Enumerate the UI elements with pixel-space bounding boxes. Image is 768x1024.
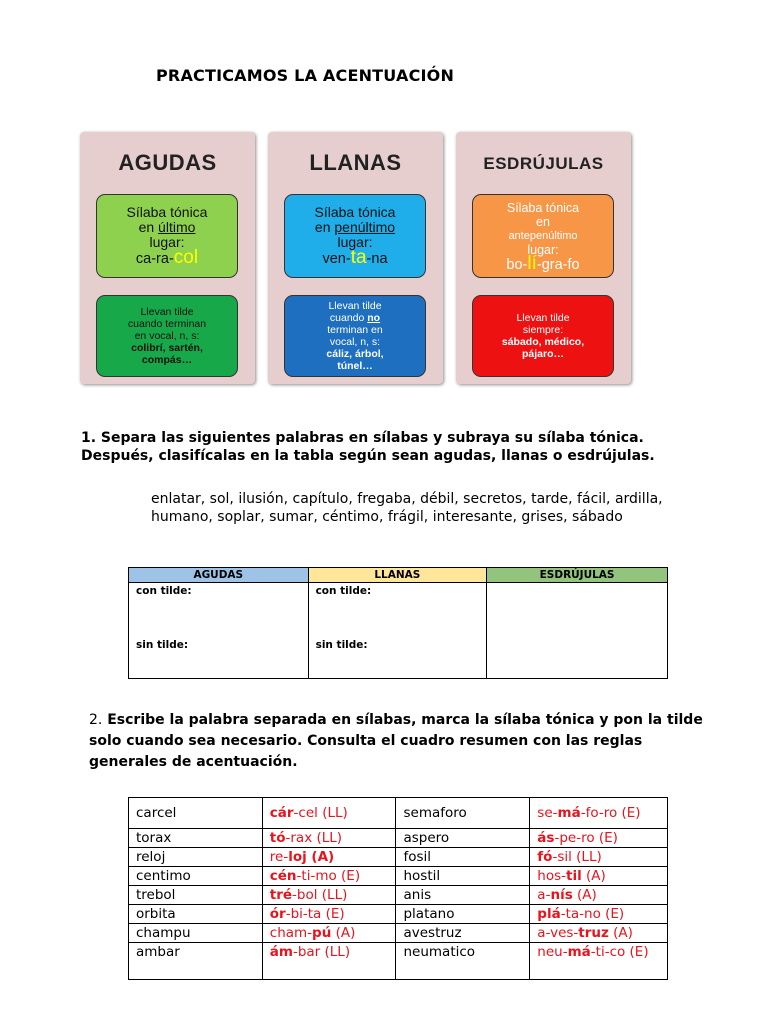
syllable-text: -fo-ro (E) xyxy=(580,805,641,821)
answer-cell[interactable] xyxy=(262,924,396,943)
answer-cell[interactable] xyxy=(262,848,396,867)
syllable-text: (A) xyxy=(331,925,356,941)
word-cell: torax xyxy=(129,829,263,848)
header-agudas: AGUDAS xyxy=(129,568,309,583)
table-row xyxy=(129,867,668,886)
table-row xyxy=(129,905,668,924)
syllable-text: a- xyxy=(537,887,551,903)
example-stressed-syllable: ta xyxy=(350,247,367,268)
table-row xyxy=(129,848,668,867)
tilde-text: vocal, n, s: xyxy=(329,336,381,348)
example-word xyxy=(135,247,199,268)
sin-tilde-label: sin tilde: xyxy=(136,639,189,651)
tilde-box xyxy=(472,295,614,377)
tilde-box xyxy=(96,295,238,377)
answer-cell[interactable] xyxy=(530,829,668,848)
example-syllable: ven- xyxy=(322,251,351,267)
tilde-text: siempre: xyxy=(522,324,564,336)
syllable-text: (A) xyxy=(581,868,606,884)
example-word xyxy=(322,247,388,268)
table-header-row xyxy=(129,568,668,583)
rule-text: en xyxy=(314,219,335,235)
syllable-text: -cel (LL) xyxy=(293,805,348,821)
syllable-text: -bi-ta (E) xyxy=(285,906,345,922)
tilde-box xyxy=(284,295,426,377)
rule-keyword: antepenúltimo xyxy=(508,229,578,242)
word-cell: ambar xyxy=(129,943,263,980)
rule-keyword: penúltimo xyxy=(334,219,396,235)
table-row xyxy=(129,943,668,980)
syllable-text: re- xyxy=(269,849,289,865)
answer-cell[interactable] xyxy=(530,886,668,905)
exercise-2-prompt xyxy=(89,710,719,773)
header-llanas: LLANAS xyxy=(308,568,487,583)
answer-cell[interactable] xyxy=(530,943,668,980)
rule-box xyxy=(96,194,238,278)
rule-box xyxy=(284,194,426,278)
answer-cell[interactable] xyxy=(530,848,668,867)
stressed-syllable: cén xyxy=(269,868,297,884)
syllable-text: a-ves- xyxy=(537,925,579,941)
word-cell: avestruz xyxy=(396,924,530,943)
rule-text: en xyxy=(536,214,550,229)
sin-tilde-label: sin tilde: xyxy=(315,639,368,651)
poster-llanas xyxy=(268,132,443,384)
stressed-syllable: plá xyxy=(537,906,561,922)
syllable-text: cham- xyxy=(269,925,313,941)
rule-text: Sílaba tónica xyxy=(126,204,208,220)
exercise-text: Escribe la palabra separada en sílabas, marca la sílaba tónica y pon la tilde solo cuando sea necesario. Consulta el cuadro resumen con las reglas generales de acentuación. xyxy=(89,712,703,770)
tilde-keyword: no xyxy=(367,312,381,324)
tilde-examples: túnel… xyxy=(337,360,373,372)
example-syllable: -gra-fo xyxy=(536,256,580,273)
tilde-text: Llevan tilde xyxy=(516,312,570,324)
example-stressed-syllable: lí xyxy=(527,252,537,274)
answer-cell[interactable] xyxy=(262,798,396,829)
answer-cell[interactable] xyxy=(530,905,668,924)
word-cell: carcel xyxy=(129,798,263,829)
answer-cell[interactable] xyxy=(530,924,668,943)
rule-text: lugar: xyxy=(149,234,185,250)
esdrujulas-answer-cell[interactable] xyxy=(487,583,668,679)
con-tilde-label: con tilde: xyxy=(315,585,372,597)
table-row xyxy=(129,583,668,679)
header-esdrujulas: ESDRÚJULAS xyxy=(487,568,668,583)
table-row xyxy=(129,829,668,848)
stressed-syllable: loj (A) xyxy=(288,849,335,865)
example-syllable: ca-ra- xyxy=(135,251,174,267)
syllable-text: -pe-ro (E) xyxy=(554,830,618,846)
word-cell: neumatico xyxy=(396,943,530,980)
stressed-syllable: ór xyxy=(269,906,286,922)
syllable-text: -rax (LL) xyxy=(285,830,343,846)
syllable-text: hos- xyxy=(537,868,567,884)
answer-cell[interactable] xyxy=(530,798,668,829)
syllable-text: -sil (LL) xyxy=(552,849,602,865)
word-cell: platano xyxy=(396,905,530,924)
tilde-text: cuando terminan xyxy=(127,318,207,330)
stressed-syllable: fó xyxy=(537,849,553,865)
exercise-1-prompt: 1. Separa las siguientes palabras en sílabas y subraya su sílaba tónica. Después, clasifícalas en la tabla según sean agudas, llanas o esdrújulas. xyxy=(81,430,655,464)
tilde-examples: pájaro… xyxy=(521,348,564,360)
rule-text: en xyxy=(138,219,159,235)
word-cell: anis xyxy=(396,886,530,905)
stressed-syllable: tré xyxy=(269,887,293,903)
example-syllable: -na xyxy=(366,251,388,267)
stressed-syllable: má xyxy=(557,805,581,821)
example-word xyxy=(506,252,580,274)
stressed-syllable: má xyxy=(567,944,591,960)
tilde-text: Llevan tilde xyxy=(140,306,194,318)
tilde-examples: compás… xyxy=(141,354,193,366)
example-syllable: bo- xyxy=(506,256,528,273)
poster-agudas xyxy=(80,132,255,384)
tilde-text: terminan en xyxy=(327,324,383,336)
agudas-answer-cell[interactable] xyxy=(129,583,309,679)
answer-cell[interactable] xyxy=(262,829,396,848)
answer-cell[interactable] xyxy=(262,943,396,980)
accentuation-table xyxy=(128,797,668,980)
stressed-syllable: truz xyxy=(578,925,609,941)
page-title: PRACTICAMOS LA ACENTUACIÓN xyxy=(156,66,455,85)
con-tilde-label: con tilde: xyxy=(136,585,192,597)
word-cell: centimo xyxy=(129,867,263,886)
tilde-examples: colibrí, sartén, xyxy=(131,342,203,354)
syllable-text: (A) xyxy=(572,887,597,903)
word-cell: aspero xyxy=(396,829,530,848)
syllable-text: neu- xyxy=(537,944,568,960)
table-row xyxy=(129,924,668,943)
word-cell: fosil xyxy=(396,848,530,867)
syllable-text: se- xyxy=(537,805,558,821)
stressed-syllable: ás xyxy=(537,830,555,846)
rule-text: Sílaba tónica xyxy=(506,200,580,215)
syllable-text: (A) xyxy=(608,925,633,941)
answer-cell[interactable] xyxy=(262,886,396,905)
rule-text: lugar: xyxy=(527,242,559,257)
word-cell: trebol xyxy=(129,886,263,905)
classification-table xyxy=(128,567,668,679)
rule-text: lugar: xyxy=(337,234,373,250)
llanas-answer-cell[interactable] xyxy=(308,583,487,679)
word-cell: semaforo xyxy=(396,798,530,829)
tilde-text: Llevan tilde xyxy=(328,300,382,312)
syllable-text: -bol (LL) xyxy=(292,887,348,903)
tilde-text: en vocal, n, s: xyxy=(134,330,200,342)
stressed-syllable: pú xyxy=(312,925,332,941)
word-cell: champu xyxy=(129,924,263,943)
table-row xyxy=(129,886,668,905)
tilde-examples: sábado, médico, xyxy=(501,336,585,348)
rule-text: Sílaba tónica xyxy=(314,204,396,220)
syllable-text: -bar (LL) xyxy=(292,944,351,960)
word-cell: orbita xyxy=(129,905,263,924)
stressed-syllable: til xyxy=(566,868,582,884)
answer-cell[interactable] xyxy=(262,905,396,924)
poster-esdrujulas xyxy=(456,132,631,384)
syllable-text: -ti-mo (E) xyxy=(296,868,361,884)
answer-cell[interactable] xyxy=(262,867,396,886)
poster-title: ESDRÚJULAS xyxy=(483,154,604,173)
syllable-text: -ta-no (E) xyxy=(560,906,625,922)
stressed-syllable: cár xyxy=(269,805,294,821)
rule-keyword: último xyxy=(158,219,196,235)
syllable-text: -ti-co (E) xyxy=(590,944,649,960)
example-stressed-syllable: col xyxy=(173,247,199,268)
rule-box xyxy=(472,194,614,278)
table-row xyxy=(129,798,668,829)
exercise-number: 2. xyxy=(89,712,103,728)
stressed-syllable: tó xyxy=(269,830,286,846)
tilde-text: cuando xyxy=(329,312,368,324)
word-cell: hostil xyxy=(396,867,530,886)
poster-title: AGUDAS xyxy=(118,150,217,175)
word-list: enlatar, sol, ilusión, capítulo, fregaba, débil, secretos, tarde, fácil, ardilla, humano, soplar, sumar, céntimo, frágil, interesante, grises, sábado xyxy=(151,491,663,525)
stressed-syllable: ám xyxy=(269,944,293,960)
tilde-examples: cáliz, árbol, xyxy=(326,348,384,360)
stressed-syllable: nís xyxy=(550,887,573,903)
poster-title: LLANAS xyxy=(309,150,402,175)
answer-cell[interactable] xyxy=(530,867,668,886)
word-cell: reloj xyxy=(129,848,263,867)
